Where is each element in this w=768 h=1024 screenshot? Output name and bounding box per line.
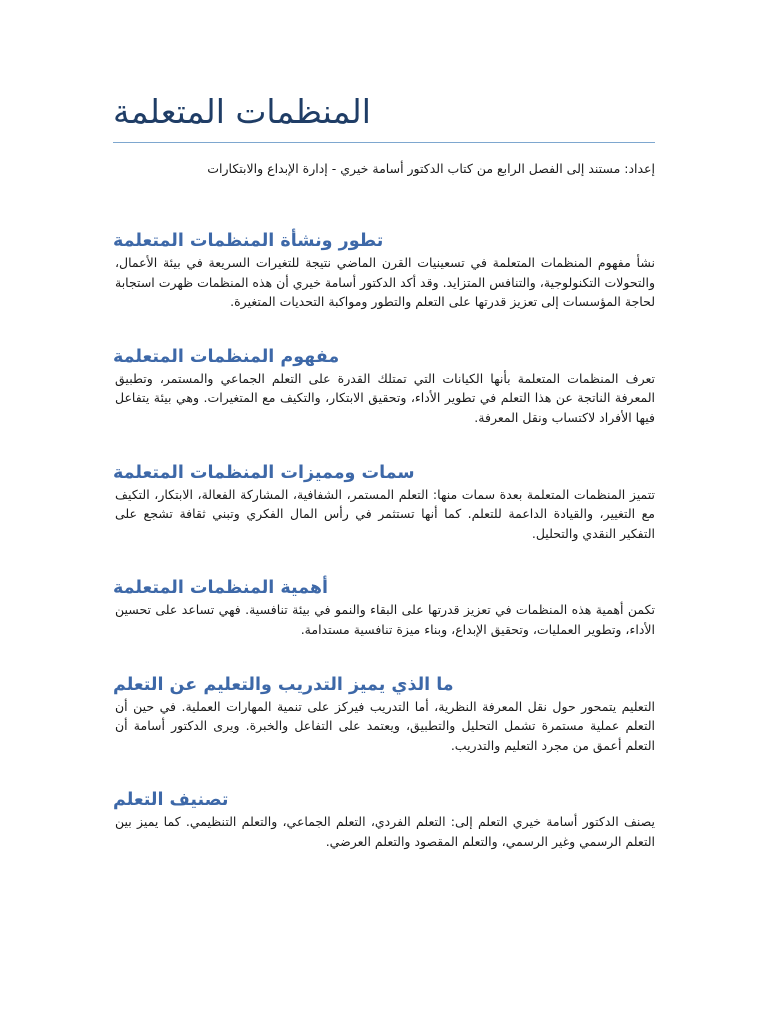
section-body: تعرف المنظمات المتعلمة بأنها الكيانات التي تمتلك القدرة على التعلم الجماعي والمستمر، وتطبيق المعرفة الناتجة عن هذا التعلم في تطوير الأداء، وتحقيق الابتكار، والتكيف مع المتغيرات. وهي بيئة يتفاعل فيها الأفراد لاكتساب ونقل المعرفة. [115,370,655,425]
section-heading: سمات ومميزات المنظمات المتعلمة [113,462,415,483]
section-concept [113,345,655,428]
section-features [113,461,655,544]
section-body: التعليم يتمحور حول نقل المعرفة النظرية، أما التدريب فيركز على تنمية المهارات العملية. في حين أن التعلم عملية مستمرة تشمل التحليل والتطبيق، ويعتمد على التفاعل والخبرة. ويرى الدكتور أسامة أن التعلم أعمق من مجرد التعليم والتدريب. [115,698,655,753]
section-body: نشأ مفهوم المنظمات المتعلمة في تسعينيات القرن الماضي نتيجة للتغيرات السريعة في بيئة الأعمال، والتحولات التكنولوجية، والتنافس المتزايد. وقد أكد الدكتور أسامة خيري أن هذه المنظمات ظهرت استجابة لحاجة المؤسسات إلى تعزيز قدرتها على التعلم والتطور ومواكبة التحديات المتغيرة. [115,255,655,310]
section-heading: ما الذي يميز التدريب والتعليم عن التعلم [113,674,454,695]
section-heading: أهمية المنظمات المتعلمة [113,578,328,599]
section-body: يصنف الدكتور أسامة خيري التعلم إلى: التعلم الفردي، التعلم الجماعي، والتعلم التنظيمي. كما يميز بين التعلم الرسمي وغير الرسمي، والتعلم المقصود والتعلم العرضي. [115,814,655,849]
section-body: تتميز المنظمات المتعلمة بعدة سمات منها: التعلم المستمر، الشفافية، المشاركة الفعالة، الابتكار، التكيف مع التغيير، والقيادة الداعمة للتعلم. كما أنها تستثمر في رأس المال الفكري وتبني ثقافة تشجع على التفكير النقدي والتحليل. [115,486,655,541]
section-heading: مفهوم المنظمات المتعلمة [113,346,340,367]
section-evolution [113,229,655,312]
document-page [113,86,655,852]
section-importance [113,576,655,639]
section-body: تكمن أهمية هذه المنظمات في تعزيز قدرتها على البقاء والنمو في بيئة تنافسية. فهي تساعد على تحسين الأداء، وتطوير العمليات، وتحقيق الإبداع، وبناء ميزة تنافسية مستدامة. [115,602,655,637]
section-training-vs-learning [113,673,655,756]
section-classification [113,788,655,851]
document-byline: إعداد: مستند إلى الفصل الرابع من كتاب الدكتور أسامة خيري - إدارة الإبداع والابتكارات [207,161,655,176]
section-heading: تصنيف التعلم [113,790,229,811]
document-title: المنظمات المتعلمة [113,86,655,143]
section-heading: تطور ونشأة المنظمات المتعلمة [113,231,384,251]
